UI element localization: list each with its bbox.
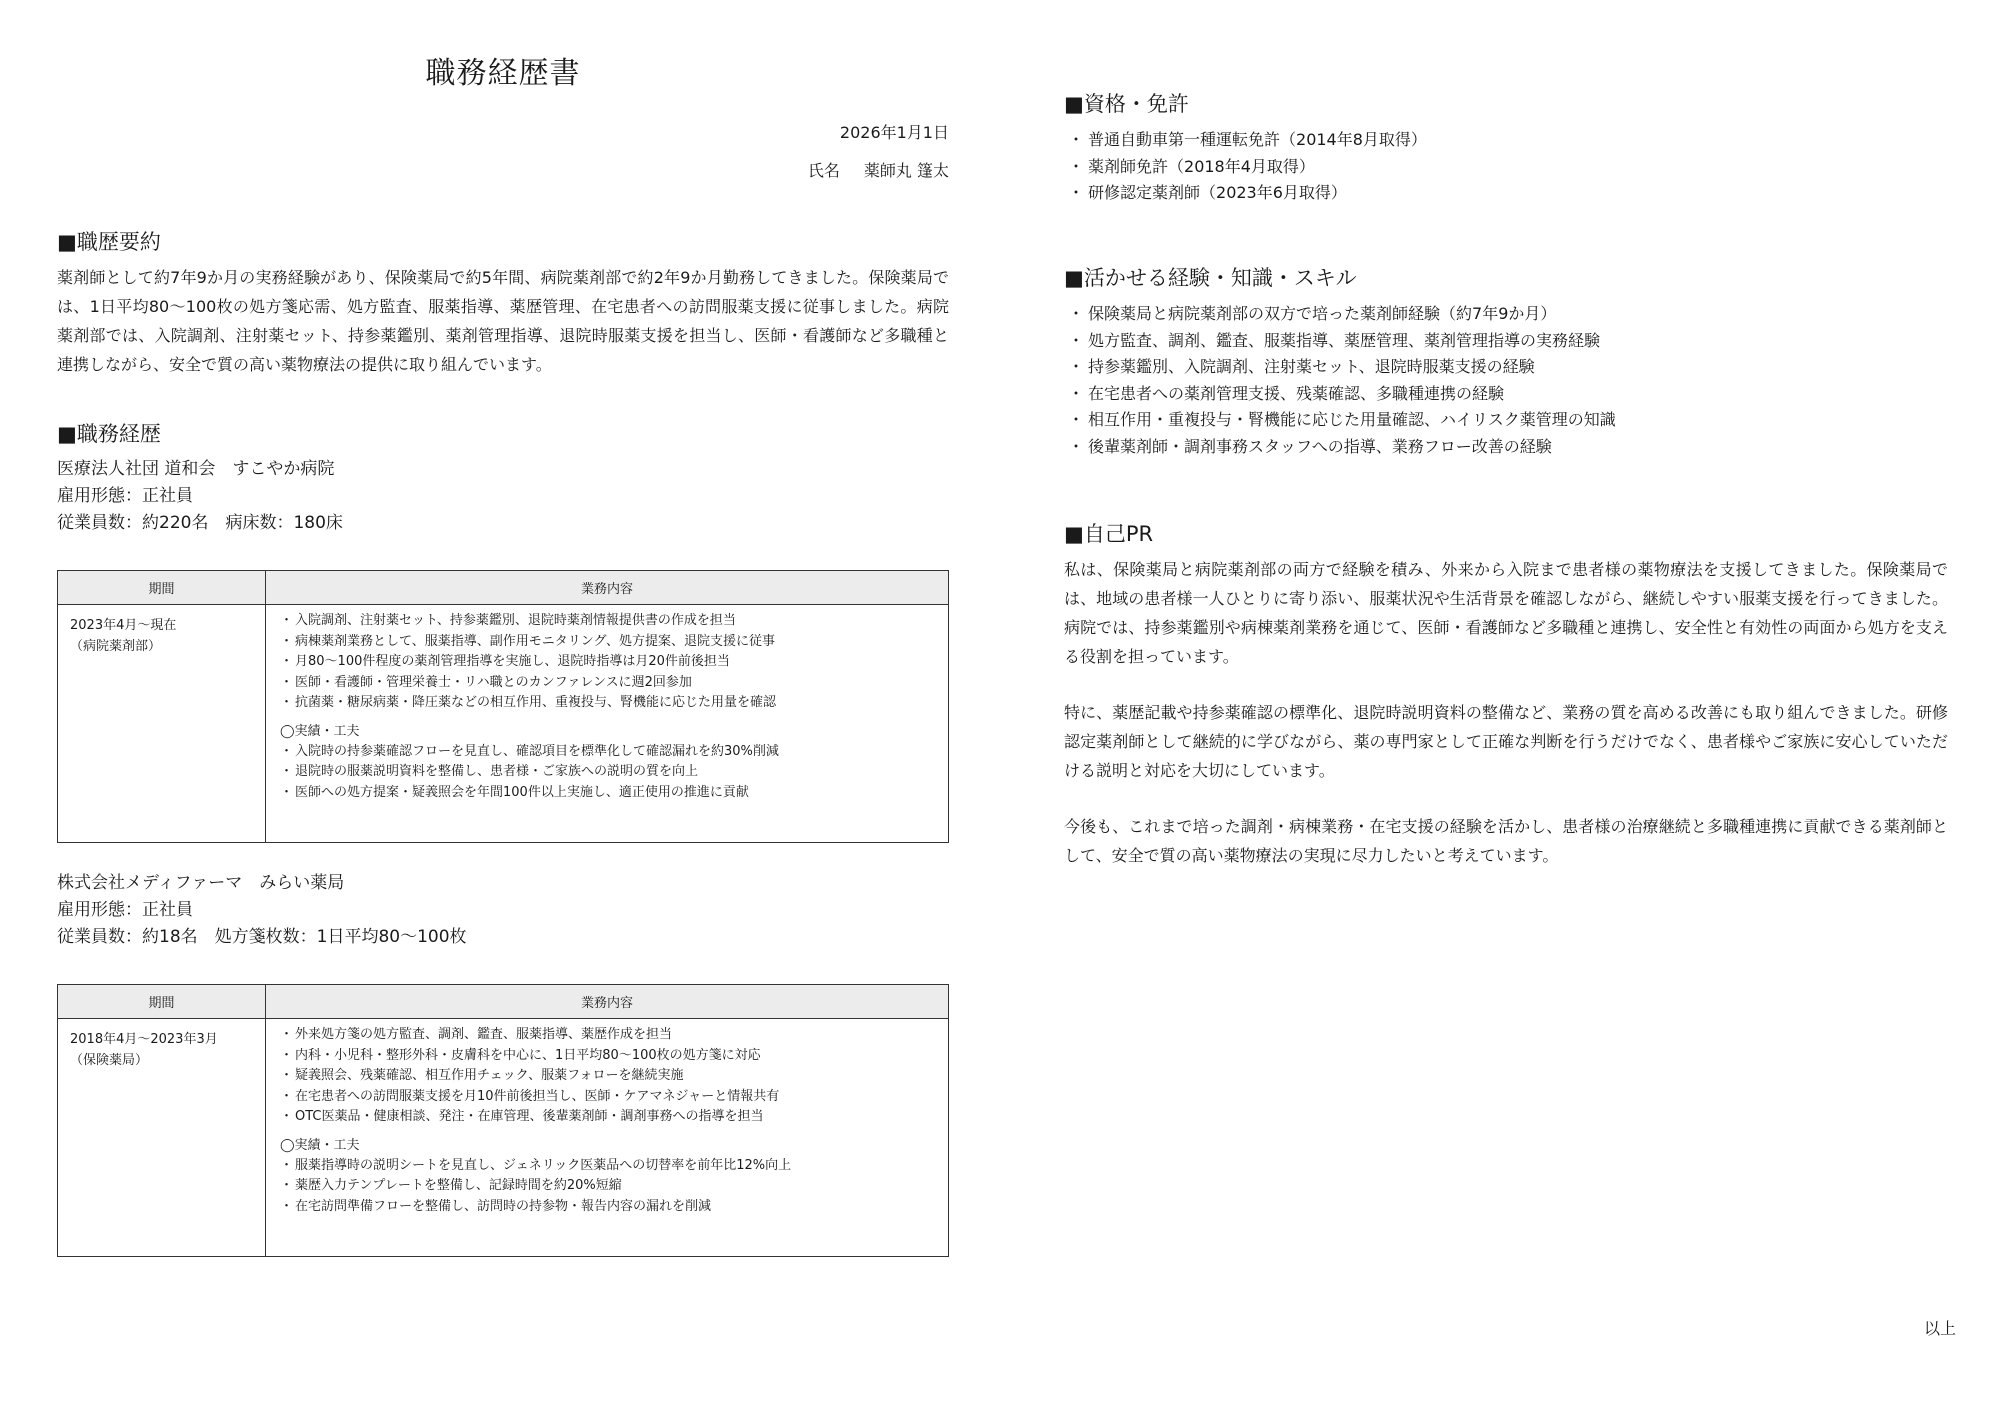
job2-achievements xyxy=(280,1156,934,1218)
list-item: ・ 月80～100件程度の薬剤管理指導を実施し、退院時指導は月20件前後担当 xyxy=(280,652,934,673)
job1-size: 従業員数：約220名 病床数：180床 xyxy=(57,513,343,533)
job1-company: 医療法人社団 道和会 すこやか病院 xyxy=(57,459,335,479)
pr-paragraph-2: 特に、薬歴記載や持参薬確認の標準化、退院時説明資料の整備など、業務の質を高める改善にも取り組んできました。研修認定薬剤師として継続的に学びながら、薬の専門家として正確な判断を行うだけでなく、患者様やご家族に安心していただける説明と対応を大切にしています。 xyxy=(1064,703,1948,780)
job2-company: 株式会社メディファーマ みらい薬局 xyxy=(57,873,345,893)
list-item: ・ 保険薬局と病院薬剤部の双方で培った薬剤師経験（約7年9か月） xyxy=(1068,301,1616,328)
pr-paragraph-1: 私は、保険薬局と病院薬剤部の両方で経験を積み、外来から入院まで患者様の薬物療法を支援してきました。保険薬局では、地域の患者様一人ひとりに寄り添い、服薬状況や生活背景を確認しながら、継続しやすい服薬支援を行ってきました。病院では、持参薬鑑別や病棟薬剤業務を通じて、医師・看護師など多職種と連携し、安全性と有効性の両面から処方を支える役割を担っています。 xyxy=(1064,560,1948,666)
list-item: ・ 医師・看護師・管理栄養士・リハ職とのカンファレンスに週2回参加 xyxy=(280,673,934,694)
list-item: ・ 内科・小児科・整形外科・皮膚科を中心に、1日平均80～100枚の処方箋に対応 xyxy=(280,1046,934,1067)
period-header: 期間 xyxy=(58,571,266,605)
list-item: ・ OTC医薬品・健康相談、発注・在庫管理、後輩薬剤師・調剤事務への指導を担当 xyxy=(280,1107,934,1128)
period-header: 期間 xyxy=(58,985,266,1019)
job2-duties xyxy=(280,1025,934,1128)
job2-period-cell xyxy=(58,1019,266,1257)
list-item: ・ 処方監査、調剤、鑑査、服薬指導、薬歴管理、薬剤管理指導の実務経験 xyxy=(1068,328,1616,355)
job1-period-cell xyxy=(58,605,266,843)
list-item: ・ 入院時の持参薬確認フローを見直し、確認項目を標準化して確認漏れを約30%削減 xyxy=(280,742,934,763)
content-header: 業務内容 xyxy=(266,985,949,1019)
list-item: ・ 在宅訪問準備フローを整備し、訪問時の持参物・報告内容の漏れを削減 xyxy=(280,1197,934,1218)
pr-paragraph-3: 今後も、これまで培った調剤・病棟業務・在宅支援の経験を活かし、患者様の治療継続と多職種連携に貢献できる薬剤師として、安全で質の高い薬物療法の実現に尽力したいと考えています。 xyxy=(1064,817,1948,865)
job2-achievements-title: ◯実績・工夫 xyxy=(280,1137,360,1153)
list-item: ・ 後輩薬剤師・調剤事務スタッフへの指導、業務フロー改善の経験 xyxy=(1068,434,1616,461)
list-item: ・ 服薬指導時の説明シートを見直し、ジェネリック医薬品への切替率を前年比12%向上 xyxy=(280,1156,934,1177)
licenses-heading: ■資格・免許 xyxy=(1064,92,1189,116)
table-row xyxy=(58,1019,949,1257)
list-item: ・ 相互作用・重複投与・腎機能に応じた用量確認、ハイリスク薬管理の知識 xyxy=(1068,407,1616,434)
list-item: ・ 薬剤師免許（2018年4月取得） xyxy=(1068,154,1427,181)
list-item: ・ 病棟薬剤業務として、服薬指導、副作用モニタリング、処方提案、退院支援に従事 xyxy=(280,632,934,653)
job1-period: 2023年4月～現在 xyxy=(70,618,177,633)
summary-heading: ■職歴要約 xyxy=(57,230,161,254)
job2-table xyxy=(57,984,949,1257)
job1-achievements xyxy=(280,742,934,804)
list-item: ・ 入院調剤、注射薬セット、持参薬鑑別、退院時薬剤情報提供書の作成を担当 xyxy=(280,611,934,632)
list-item: ・ 外来処方箋の処方監査、調剤、鑑査、服薬指導、薬歴作成を担当 xyxy=(280,1025,934,1046)
job2-dept: （保険薬局） xyxy=(70,1053,149,1068)
list-item: ・ 在宅患者への薬剤管理支援、残薬確認、多職種連携の経験 xyxy=(1068,381,1616,408)
applicant-name xyxy=(808,158,949,181)
job1-dept: （病院薬剤部） xyxy=(70,639,162,654)
list-item: ・ 薬歴入力テンプレートを整備し、記録時間を約20%短縮 xyxy=(280,1176,934,1197)
skills-list xyxy=(1068,301,1616,460)
table-header-row xyxy=(58,571,949,605)
pr-heading: ■自己PR xyxy=(1064,522,1154,546)
job2-employment: 雇用形態：正社員 xyxy=(57,900,193,920)
list-item: ・ 疑義照会、残薬確認、相互作用チェック、服薬フォローを継続実施 xyxy=(280,1066,934,1087)
list-item: ・ 研修認定薬剤師（2023年6月取得） xyxy=(1068,180,1427,207)
job2-size: 従業員数：約18名 処方箋枚数：1日平均80〜100枚 xyxy=(57,927,467,947)
job1-duties xyxy=(280,611,934,714)
list-item: ・ 退院時の服薬説明資料を整備し、患者様・ご家族への説明の質を向上 xyxy=(280,762,934,783)
name-label: 氏名 xyxy=(807,161,840,180)
job1-table xyxy=(57,570,949,843)
skills-heading: ■活かせる経験・知識・スキル xyxy=(1064,266,1357,290)
career-heading: ■職務経歴 xyxy=(57,422,161,446)
job2-content-cell xyxy=(266,1019,949,1257)
name-value: 薬師丸 篷太 xyxy=(863,161,949,180)
summary-text: 薬剤師として約7年9か月の実務経験があり、保険薬局で約5年間、病院薬剤部で約2年9か月勤務してきました。保険薬局では、1日平均80〜100枚の処方箋応需、処方監査、服薬指導、薬歴管理、在宅患者への訪問服薬支援に従事しました。病院薬剤部では、入院調剤、注射薬セット、持参薬鑑別、薬剤管理指導、退院時服薬支援を担当し、医師・看護師など多職種と連携しながら、安全で質の高い薬物療法の提供に取り組んでいます。 xyxy=(57,268,949,374)
document-title: 職務経歴書 xyxy=(425,56,581,91)
job1-employment: 雇用形態：正社員 xyxy=(57,486,193,506)
list-item: ・ 普通自動車第一種運転免許（2014年8月取得） xyxy=(1068,127,1427,154)
job1-content-cell xyxy=(266,605,949,843)
list-item: ・ 在宅患者への訪問服薬支援を月10件前後担当し、医師・ケアマネジャーと情報共有 xyxy=(280,1087,934,1108)
table-header-row xyxy=(58,985,949,1019)
list-item: ・ 抗菌薬・糖尿病薬・降圧薬などの相互作用、重複投与、腎機能に応じた用量を確認 xyxy=(280,693,934,714)
list-item: ・ 医師への処方提案・疑義照会を年間100件以上実施し、適正使用の推進に貢献 xyxy=(280,783,934,804)
content-header: 業務内容 xyxy=(266,571,949,605)
closing-mark: 以上 xyxy=(1923,1319,1956,1338)
licenses-list xyxy=(1068,127,1427,207)
job2-period: 2018年4月～2023年3月 xyxy=(70,1032,218,1047)
list-item: ・ 持参薬鑑別、入院調剤、注射薬セット、退院時服薬支援の経験 xyxy=(1068,354,1616,381)
job1-achievements-title: ◯実績・工夫 xyxy=(280,723,360,739)
document-date: 2026年1月1日 xyxy=(839,123,949,142)
table-row xyxy=(58,605,949,843)
